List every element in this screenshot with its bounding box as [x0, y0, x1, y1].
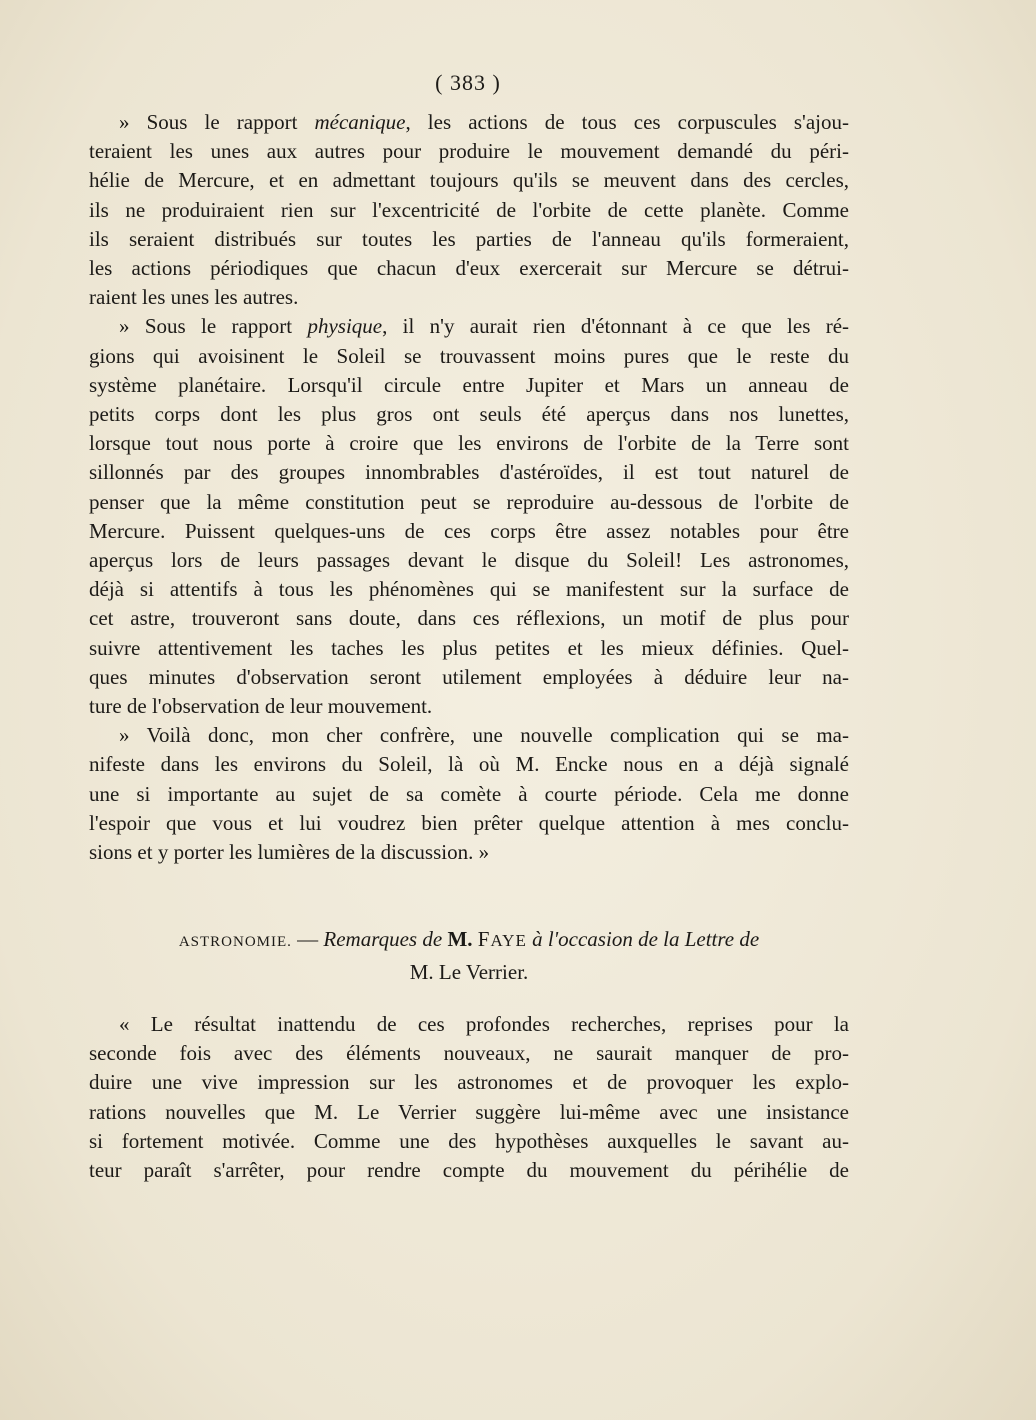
text-line: seconde fois avec des éléments nouveaux, ne saurait manquer de pro- — [89, 1041, 849, 1066]
letter-body — [89, 108, 849, 867]
text-line: gions qui avoisinent le Soleil se trouvassent moins pures que le reste du — [89, 343, 849, 368]
text-line: ques minutes d'observation seront utilement employées à déduire leur na- — [89, 664, 849, 689]
text-line: les actions périodiques que chacun d'eux exercerait sur Mercure se détrui- — [89, 256, 849, 281]
text-line: teraient les unes aux autres pour produire le mouvement demandé du péri- — [89, 139, 849, 164]
text-line: teur paraît s'arrêter, pour rendre compte du mouvement du périhélie de — [89, 1158, 849, 1183]
text-line: sions et y porter les lumières de la discussion. » — [89, 840, 490, 865]
text-line: ils seraient distribués sur toutes les parties de l'anneau qu'ils formeraient, — [89, 226, 849, 251]
text-line: ils ne produiraient rien sur l'excentricité de l'orbite de cette planète. Comme — [89, 197, 849, 222]
text-line: sillonnés par des groupes innombrables d'astéroïdes, il est tout naturel de — [89, 460, 849, 485]
text-line: l'espoir que vous et lui voudrez bien prêter quelque attention à mes conclu- — [89, 810, 849, 835]
section-heading-line-2: M. Le Verrier. — [409, 960, 529, 984]
text-line: » Voilà donc, mon cher confrère, une nouvelle complication qui se ma- — [119, 723, 849, 748]
text-line: « Le résultat inattendu de ces profondes recherches, reprises pour la — [119, 1012, 849, 1036]
text-line: si fortement motivée. Comme une des hypothèses auxquelles le savant au- — [89, 1128, 849, 1153]
text-line: aperçus lors de leurs passages devant le disque du Soleil! Les astronomes, — [89, 548, 849, 573]
text-line: une si importante au sujet de sa comète à courte période. Cela me donne — [89, 781, 849, 806]
text-line: » Sous le rapport mécanique, les actions de tous ces corpuscules s'ajou- — [119, 110, 849, 134]
remarks-body — [89, 1010, 849, 1185]
text-line: système planétaire. Lorsqu'il circule entre Jupiter et Mars un anneau de — [89, 372, 849, 397]
page-number: ( 383 ) — [435, 70, 501, 95]
text-line: » Sous le rapport physique, il n'y aurait rien d'étonnant à ce que les ré- — [119, 314, 850, 339]
section-label: ASTRONOMIE. — [178, 934, 292, 950]
text-line: nifeste dans les environs du Soleil, là où M. Encke nous en a déjà signalé — [89, 752, 849, 777]
section-heading — [89, 924, 849, 987]
text-line: raient les unes les autres. — [89, 285, 299, 310]
text-line: déjà si attentifs à tous les phénomènes qui se manifestent sur la surface de — [89, 577, 849, 602]
text-line: rations nouvelles que M. Le Verrier suggère lui-même avec une insistance — [89, 1099, 849, 1124]
text-line: ture de l'observation de leur mouvement. — [89, 694, 433, 719]
text-line: cet astre, trouveront sans doute, dans ces réflexions, un motif de plus pour — [89, 606, 849, 631]
text-line: hélie de Mercure, et en admettant toujours qu'ils se meuvent dans des cercles, — [89, 168, 849, 193]
text-line: Mercure. Puissent quelques-uns de ces corps être assez notables pour être — [89, 518, 849, 543]
text-line: petits corps dont les plus gros ont seuls été aperçus dans nos lunettes, — [89, 402, 849, 427]
section-heading-line-1: ASTRONOMIE. — Remarques de M. FAYE à l'occasion de la Lettre de — [178, 927, 760, 951]
text-line: suivre attentivement les taches les plus petites et les mieux définies. Quel- — [89, 635, 849, 660]
text-line: lorsque tout nous porte à croire que les environs de l'orbite de la Terre sont — [89, 431, 849, 456]
text-line: duire une vive impression sur les astronomes et de provoquer les explo- — [89, 1070, 849, 1095]
text-line: penser que la même constitution peut se reproduire au-dessous de l'orbite de — [89, 489, 849, 514]
author-name: FAYE — [477, 927, 527, 951]
